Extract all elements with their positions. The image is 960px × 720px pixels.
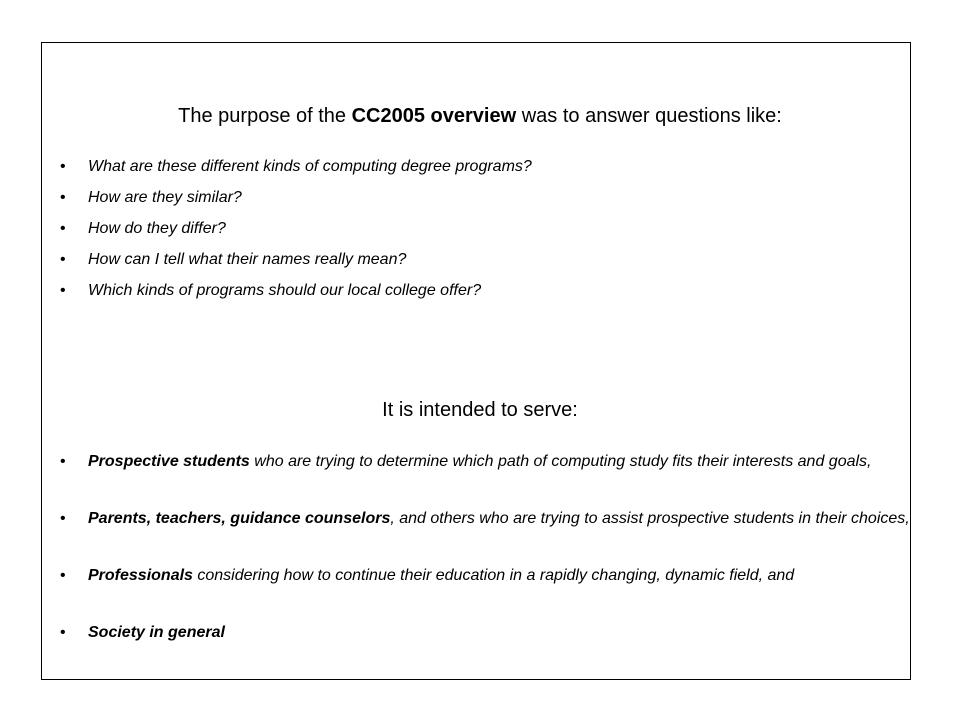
- bullet-icon: •: [60, 158, 66, 175]
- bullet-icon: •: [60, 189, 66, 206]
- question-text: How do they differ?: [88, 220, 226, 237]
- audience-rest: who are trying to determine which path of computing study fits their interests and goals,: [249, 453, 872, 470]
- audience-heading: It is intended to serve:: [382, 399, 578, 421]
- question-text: Which kinds of programs should our local college offer?: [88, 282, 482, 299]
- purpose-heading-before: The purpose of the: [178, 105, 352, 127]
- audience-bold: Society in general: [88, 624, 225, 641]
- bullet-icon: •: [60, 282, 66, 299]
- audience-rest: , and others who are trying to assist prospective students in their choices,: [390, 510, 910, 527]
- purpose-heading: [0, 104, 960, 128]
- bullet-icon: •: [60, 251, 66, 268]
- audience-text: [88, 507, 910, 531]
- question-text: How are they similar?: [88, 189, 242, 206]
- audience-rest: considering how to continue their education in a rapidly changing, dynamic field, and: [192, 567, 795, 584]
- audience-bold: Parents, teachers, guidance counselors: [88, 510, 391, 527]
- audience-bold: Prospective students: [88, 453, 250, 470]
- audience-text: [88, 621, 910, 645]
- audience-text: [88, 564, 910, 588]
- audience-text: [88, 450, 910, 474]
- bullet-icon: •: [60, 567, 66, 584]
- bullet-icon: •: [60, 510, 66, 527]
- purpose-heading-bold: CC2005 overview: [351, 105, 517, 127]
- purpose-heading-after: was to answer questions like:: [516, 105, 782, 127]
- question-text: What are these different kinds of computing degree programs?: [88, 158, 532, 175]
- question-text: How can I tell what their names really mean?: [88, 251, 407, 268]
- bullet-icon: •: [60, 624, 66, 641]
- bullet-icon: •: [60, 453, 66, 470]
- bullet-icon: •: [60, 220, 66, 237]
- audience-bold: Professionals: [88, 567, 193, 584]
